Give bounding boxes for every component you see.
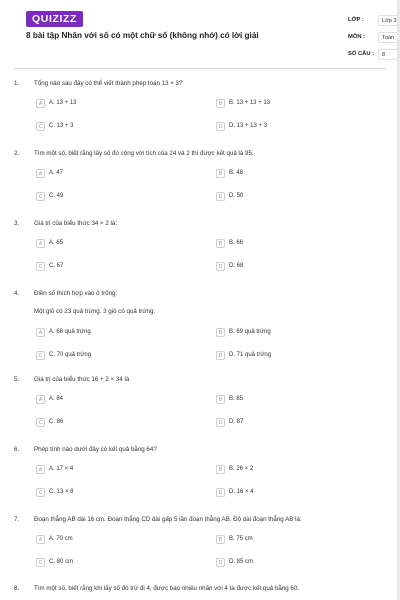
option-letter-box: D — [216, 192, 225, 201]
question-text: Tổng nào sau đây có thể viết thành phép toán 13 × 3? — [34, 80, 183, 87]
option-letter-box: A — [36, 328, 45, 337]
option-letter-box: A — [36, 395, 45, 404]
question-text: Tìm một số, biết rằng lấy số đó cộng với tích của 24 và 2 thì được kết quả là 95. — [34, 150, 254, 157]
option-letter-box: B — [216, 535, 225, 544]
meta-label: SỐ CÂU : — [348, 51, 375, 57]
question-number: 1. — [14, 80, 20, 87]
option-letter-box: A — [36, 535, 45, 544]
option-text: A. 65 — [49, 240, 64, 246]
option-letter-box: C — [36, 558, 45, 567]
worksheet-header — [14, 0, 397, 69]
question-text: Điền số thích hợp vào ô trống: — [34, 290, 118, 297]
page-title: 8 bài tập Nhân với số có một chữ số (không nhớ) có lời giải — [26, 31, 259, 40]
option-letter-box: D — [216, 122, 225, 131]
option-letter-box: D — [216, 558, 225, 567]
option-letter-box: C — [36, 488, 45, 497]
quizizz-logo: QUIZIZZ — [26, 11, 83, 27]
question-number: 3. — [14, 220, 20, 227]
option-letter-box: B — [216, 99, 225, 108]
question-number: 7. — [14, 516, 20, 523]
option-text: D. 71 quả trứng — [229, 352, 272, 358]
option-text: D. 13 + 13 + 3 — [229, 123, 268, 129]
option-letter-box: C — [36, 192, 45, 201]
question-number: 4. — [14, 290, 20, 297]
meta-label: MÔN : — [348, 34, 366, 40]
option-letter-box: D — [216, 418, 225, 427]
option-letter-box: C — [36, 418, 45, 427]
option-letter-box: A — [36, 99, 45, 108]
option-text: C. 86 — [49, 419, 64, 425]
option-letter-box: A — [36, 465, 45, 474]
option-text: A. 68 quả trứng — [49, 329, 91, 335]
question-text: Giá trị của biểu thức 34 × 2 là: — [34, 220, 118, 227]
option-text: B. 48 — [229, 170, 244, 176]
option-text: C. 80 cm — [49, 559, 74, 565]
question-number: 8. — [14, 585, 20, 592]
option-letter-box: C — [36, 351, 45, 360]
option-text: B. 66 — [229, 240, 244, 246]
meta-value: Lớp 3 — [378, 15, 400, 26]
meta-row-grade — [240, 14, 400, 30]
option-text: A. 70 cm — [49, 536, 73, 542]
question-text: Đoạn thẳng AB dài 16 cm. Đoạn thẳng CD dài gấp 5 lần đoạn thẳng AB. Độ dài đoạn thẳng AB là: — [34, 516, 302, 523]
option-text: D. 68 — [229, 263, 244, 269]
option-letter-box: D — [216, 262, 225, 271]
option-text: C. 13 + 3 — [49, 123, 74, 129]
question-number: 6. — [14, 446, 20, 453]
option-text: A. 13 + 13 — [49, 100, 77, 106]
question-text: Giá trị của biểu thức 16 + 2 × 34 là — [34, 376, 130, 383]
option-text: A. 47 — [49, 170, 64, 176]
meta-value: 8 — [378, 49, 400, 60]
option-letter-box: B — [216, 239, 225, 248]
option-text: C. 49 — [49, 193, 64, 199]
meta-row-subject — [240, 31, 400, 47]
option-text: C. 70 quả trứng — [49, 352, 92, 358]
option-letter-box: C — [36, 262, 45, 271]
option-text: A. 17 × 4 — [49, 466, 74, 472]
option-letter-box: B — [216, 328, 225, 337]
option-text: B. 75 cm — [229, 536, 253, 542]
option-text: B. 69 quả trứng — [229, 329, 271, 335]
option-letter-box: A — [36, 239, 45, 248]
option-text: C. 67 — [49, 263, 64, 269]
option-letter-box: B — [216, 395, 225, 404]
question-number: 2. — [14, 150, 20, 157]
option-letter-box: D — [216, 351, 225, 360]
question-number: 5. — [14, 376, 20, 383]
option-text: D. 85 cm — [229, 559, 254, 565]
option-text: D. 87 — [229, 419, 244, 425]
meta-info — [240, 14, 400, 65]
meta-label: LỚP : — [348, 17, 364, 23]
option-text: A. 84 — [49, 396, 64, 402]
option-letter-box: B — [216, 169, 225, 178]
question-text: Phép tính nào dưới đây có kết quả bằng 64? — [34, 446, 157, 453]
meta-value: Toán — [378, 32, 400, 43]
meta-row-count — [240, 48, 400, 64]
option-letter-box: D — [216, 488, 225, 497]
question-subtext: Một giỏ có 23 quả trứng. 3 giỏ có quả trứng. — [34, 308, 156, 315]
option-text: D. 16 × 4 — [229, 489, 254, 495]
option-letter-box: C — [36, 122, 45, 131]
option-text: B. 13 + 13 + 13 — [229, 100, 271, 106]
option-letter-box: A — [36, 169, 45, 178]
option-text: C. 13 × 8 — [49, 489, 74, 495]
option-text: B. 85 — [229, 396, 244, 402]
option-text: B. 26 × 2 — [229, 466, 254, 472]
option-text: D. 50 — [229, 193, 244, 199]
option-letter-box: B — [216, 465, 225, 474]
question-text: Tìm một số, biết rằng khi lấy số đó trừ đi 4, được bao nhiêu nhân với 4 ta được kết quả bằng 60. — [34, 585, 300, 592]
